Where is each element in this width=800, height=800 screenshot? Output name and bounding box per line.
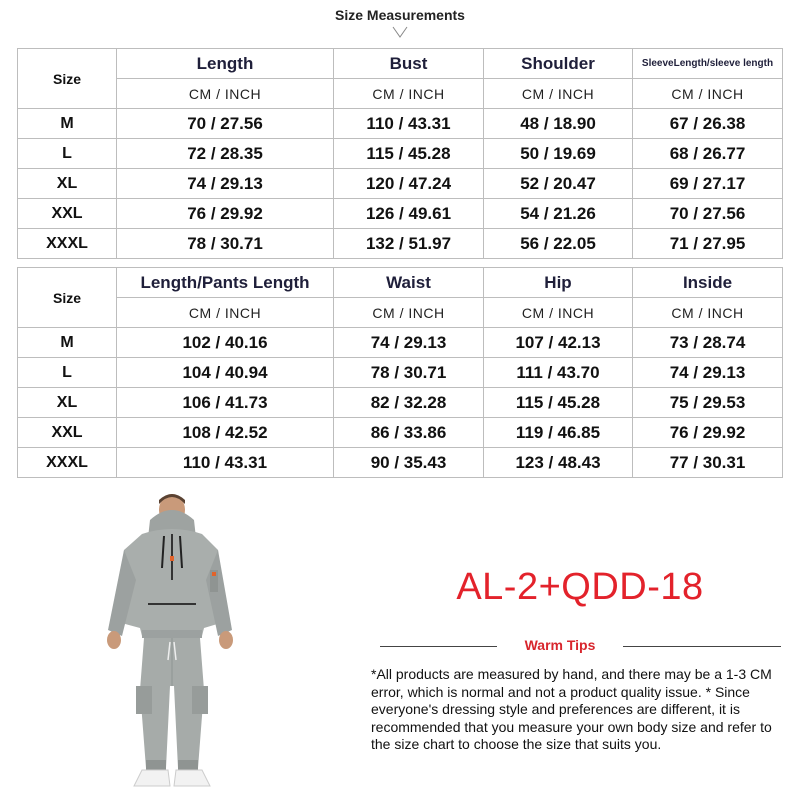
value-cell: 115 / 45.28 xyxy=(484,388,633,418)
product-code: AL-2+QDD-18 xyxy=(456,566,704,608)
value-cell: 75 / 29.53 xyxy=(633,388,783,418)
table-row xyxy=(18,328,783,358)
value-cell: 82 / 32.28 xyxy=(334,388,484,418)
value-cell: 74 / 29.13 xyxy=(117,169,334,199)
column-header-inside: Inside xyxy=(633,268,783,298)
value-cell: 69 / 27.17 xyxy=(633,169,783,199)
value-cell: 110 / 43.31 xyxy=(117,448,334,478)
unit-label: CM / INCH xyxy=(117,298,334,328)
value-cell: 76 / 29.92 xyxy=(633,418,783,448)
divider-left xyxy=(380,646,497,647)
size-cell: M xyxy=(18,109,117,139)
column-header-pants-length: Length/Pants Length xyxy=(117,268,334,298)
column-header-waist: Waist xyxy=(334,268,484,298)
size-cell: XXL xyxy=(18,418,117,448)
value-cell: 90 / 35.43 xyxy=(334,448,484,478)
warm-tips-title: Warm Tips xyxy=(524,637,596,653)
value-cell: 119 / 46.85 xyxy=(484,418,633,448)
value-cell: 120 / 47.24 xyxy=(334,169,484,199)
column-header-length: Length xyxy=(117,49,334,79)
value-cell: 108 / 42.52 xyxy=(117,418,334,448)
value-cell: 110 / 43.31 xyxy=(334,109,484,139)
size-cell: L xyxy=(18,139,117,169)
unit-row xyxy=(18,298,783,328)
table-row xyxy=(18,358,783,388)
value-cell: 104 / 40.94 xyxy=(117,358,334,388)
value-cell: 77 / 30.31 xyxy=(633,448,783,478)
unit-label: CM / INCH xyxy=(117,79,334,109)
table-row xyxy=(18,169,783,199)
value-cell: 52 / 20.47 xyxy=(484,169,633,199)
unit-label: CM / INCH xyxy=(484,298,633,328)
value-cell: 78 / 30.71 xyxy=(334,358,484,388)
size-cell: XL xyxy=(18,169,117,199)
unit-label: CM / INCH xyxy=(633,79,783,109)
value-cell: 123 / 48.43 xyxy=(484,448,633,478)
value-cell: 102 / 40.16 xyxy=(117,328,334,358)
divider-right xyxy=(623,646,781,647)
value-cell: 111 / 43.70 xyxy=(484,358,633,388)
value-cell: 56 / 22.05 xyxy=(484,229,633,259)
value-cell: 48 / 18.90 xyxy=(484,109,633,139)
unit-label: CM / INCH xyxy=(334,79,484,109)
chevron-down-icon xyxy=(392,24,408,40)
value-cell: 71 / 27.95 xyxy=(633,229,783,259)
warm-tips-text: *All products are measured by hand, and there may be a 1-3 CM error, which is normal and not a product quality issue. * Since everyone's dressing style and preferences are different, it is recommended that you measure your own body size and refer to the size chart to choose the size that suits you. xyxy=(371,666,772,752)
value-cell: 70 / 27.56 xyxy=(117,109,334,139)
table-row xyxy=(18,448,783,478)
size-cell: XXXL xyxy=(18,448,117,478)
value-cell: 86 / 33.86 xyxy=(334,418,484,448)
value-cell: 50 / 19.69 xyxy=(484,139,633,169)
value-cell: 73 / 28.74 xyxy=(633,328,783,358)
table-header-row xyxy=(18,49,783,79)
value-cell: 54 / 21.26 xyxy=(484,199,633,229)
unit-label: CM / INCH xyxy=(633,298,783,328)
value-cell: 126 / 49.61 xyxy=(334,199,484,229)
column-header-bust: Bust xyxy=(334,49,484,79)
table-row xyxy=(18,109,783,139)
value-cell: 68 / 26.77 xyxy=(633,139,783,169)
model-tracksuit-image xyxy=(100,490,240,796)
table-row xyxy=(18,199,783,229)
size-column-header: Size xyxy=(18,268,117,328)
bottom-size-table xyxy=(17,267,783,478)
size-cell: M xyxy=(18,328,117,358)
column-header-shoulder: Shoulder xyxy=(484,49,633,79)
value-cell: 107 / 42.13 xyxy=(484,328,633,358)
value-cell: 78 / 30.71 xyxy=(117,229,334,259)
table-row xyxy=(18,229,783,259)
size-column-header: Size xyxy=(18,49,117,109)
size-cell: XL xyxy=(18,388,117,418)
table-row xyxy=(18,418,783,448)
unit-label: CM / INCH xyxy=(484,79,633,109)
size-cell: XXXL xyxy=(18,229,117,259)
column-header-sleeve-length: SleeveLength/sleeve length xyxy=(633,49,783,79)
unit-row xyxy=(18,79,783,109)
value-cell: 115 / 45.28 xyxy=(334,139,484,169)
value-cell: 76 / 29.92 xyxy=(117,199,334,229)
value-cell: 74 / 29.13 xyxy=(334,328,484,358)
page-title: Size Measurements xyxy=(335,7,465,23)
value-cell: 74 / 29.13 xyxy=(633,358,783,388)
column-header-hip: Hip xyxy=(484,268,633,298)
unit-label: CM / INCH xyxy=(334,298,484,328)
value-cell: 70 / 27.56 xyxy=(633,199,783,229)
size-cell: XXL xyxy=(18,199,117,229)
size-cell: L xyxy=(18,358,117,388)
table-row xyxy=(18,139,783,169)
value-cell: 72 / 28.35 xyxy=(117,139,334,169)
table-header-row xyxy=(18,268,783,298)
value-cell: 67 / 26.38 xyxy=(633,109,783,139)
table-row xyxy=(18,388,783,418)
value-cell: 132 / 51.97 xyxy=(334,229,484,259)
value-cell: 106 / 41.73 xyxy=(117,388,334,418)
top-size-table xyxy=(17,48,783,259)
